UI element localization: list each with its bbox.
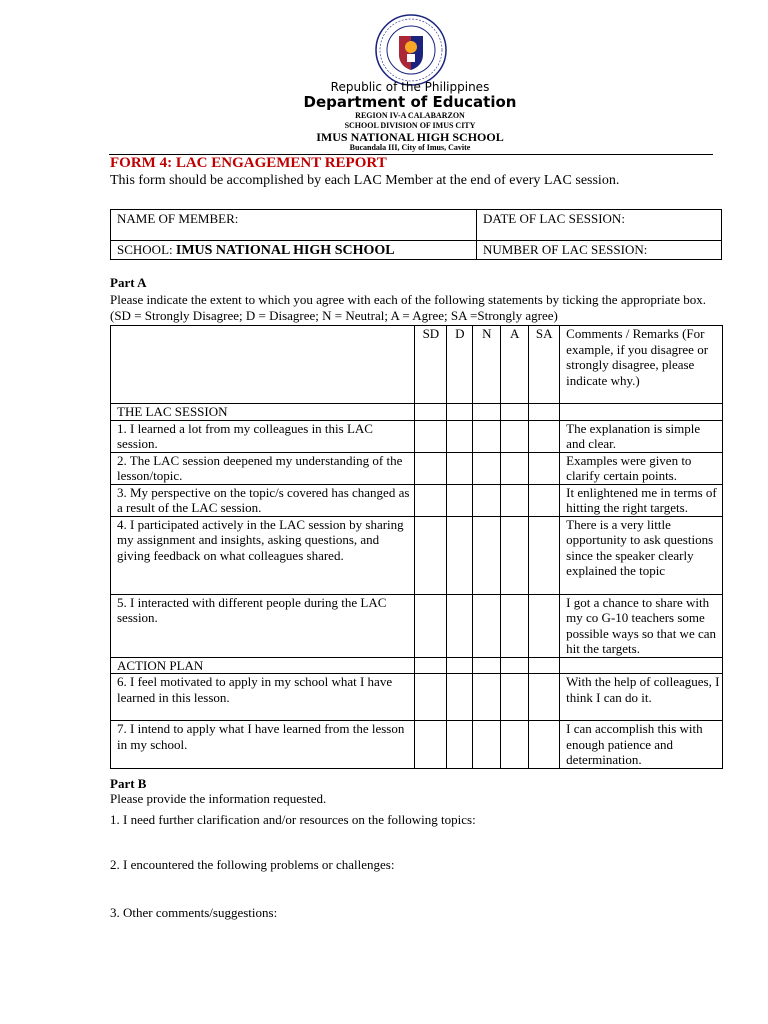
comment-text[interactable]: The explanation is simple and clear. (560, 420, 723, 452)
section-row-lac-session (111, 404, 723, 421)
rating-box-sd[interactable] (415, 452, 447, 484)
comment-text[interactable]: With the help of colleagues, I think I can do it. (560, 674, 723, 721)
question-clarification: 1. I need further clarification and/or resources on the following topics: (110, 812, 476, 827)
name-of-member-field[interactable] (111, 210, 477, 241)
rating-box-sd[interactable] (415, 404, 447, 421)
rating-box-n[interactable] (473, 420, 501, 452)
question-comments: 3. Other comments/suggestions: (110, 905, 278, 920)
rating-box-d[interactable] (447, 674, 473, 721)
rating-box-sd[interactable] (415, 594, 447, 657)
comments-header: Comments / Remarks (For example, if you disagree or strongly disagree, please indicate why.) (560, 326, 723, 404)
rating-box-a[interactable] (501, 594, 529, 657)
part-a-title: Part A (110, 275, 147, 290)
rating-box-n[interactable] (473, 721, 501, 769)
form-intro: This form should be accomplished by each LAC Member at the end of every LAC session. (110, 173, 620, 188)
statement-row (111, 420, 723, 452)
number-of-session-field[interactable] (477, 241, 722, 260)
school-label: SCHOOL: (117, 242, 173, 257)
comment-text[interactable]: There is a very little opportunity to ask questions since the speaker clearly explained the topic (560, 516, 723, 594)
rating-box-d[interactable] (447, 404, 473, 421)
rating-box-a[interactable] (501, 721, 529, 769)
rating-box-d[interactable] (447, 420, 473, 452)
rating-box-a[interactable] (501, 404, 529, 421)
statement-text: 3. My perspective on the topic/s covered has changed as a result of the LAC session. (111, 484, 415, 516)
header-republic: Republic of the Philippines (330, 80, 490, 94)
rating-box-sa[interactable] (529, 594, 560, 657)
rating-box-a[interactable] (501, 484, 529, 516)
rating-box-d[interactable] (447, 516, 473, 594)
comment-text[interactable]: It enlightened me in terms of hitting the right targets. (560, 484, 723, 516)
rating-box-sa[interactable] (529, 657, 560, 674)
header-department: Department of Education (303, 93, 517, 111)
statement-row (111, 516, 723, 594)
column-sd: SD (415, 326, 447, 404)
statement-row (111, 484, 723, 516)
rating-box-a[interactable] (501, 674, 529, 721)
statement-text: 1. I learned a lot from my colleagues in this LAC session. (111, 420, 415, 452)
rating-box-sd[interactable] (415, 484, 447, 516)
rating-box-n[interactable] (473, 516, 501, 594)
rating-box-n[interactable] (473, 594, 501, 657)
rating-box-sa[interactable] (529, 484, 560, 516)
header-division: SCHOOL DIVISION OF IMUS CITY (344, 121, 476, 130)
rating-box-n[interactable] (473, 404, 501, 421)
statement-row (111, 674, 723, 721)
survey-table (110, 325, 723, 769)
number-of-session-label: NUMBER OF LAC SESSION: (483, 242, 648, 257)
rating-box-d[interactable] (447, 721, 473, 769)
rating-box-d[interactable] (447, 452, 473, 484)
part-b-instructions: Please provide the information requested. (110, 791, 327, 806)
statement-row (111, 452, 723, 484)
question-problems: 2. I encountered the following problems or challenges: (110, 857, 395, 872)
rating-box-a[interactable] (501, 452, 529, 484)
rating-box-n[interactable] (473, 452, 501, 484)
rating-box-n[interactable] (473, 657, 501, 674)
rating-box-sd[interactable] (415, 721, 447, 769)
rating-box-sa[interactable] (529, 452, 560, 484)
rating-box-a[interactable] (501, 516, 529, 594)
survey-header-row (111, 326, 723, 404)
date-of-session-label: DATE OF LAC SESSION: (483, 211, 625, 226)
comment-text[interactable]: I can accomplish this with enough patience and determination. (560, 721, 723, 769)
column-n: N (473, 326, 501, 404)
rating-box-d[interactable] (447, 657, 473, 674)
statement-row (111, 594, 723, 657)
rating-box-sa[interactable] (529, 721, 560, 769)
statement-header-cell (111, 326, 415, 404)
comment-cell[interactable] (560, 657, 723, 674)
name-of-member-label: NAME OF MEMBER: (117, 211, 239, 226)
rating-box-sa[interactable] (529, 404, 560, 421)
part-b-title: Part B (110, 776, 147, 791)
statement-row (111, 721, 723, 769)
rating-box-a[interactable] (501, 420, 529, 452)
rating-box-sd[interactable] (415, 516, 447, 594)
rating-box-d[interactable] (447, 484, 473, 516)
statement-text: 6. I feel motivated to apply in my school what I have learned in this lesson. (111, 674, 415, 721)
section-row-action-plan (111, 657, 723, 674)
statement-text: 5. I interacted with different people during the LAC session. (111, 594, 415, 657)
school-field[interactable] (111, 241, 477, 260)
rating-box-n[interactable] (473, 484, 501, 516)
rating-box-sa[interactable] (529, 516, 560, 594)
rating-box-sd[interactable] (415, 657, 447, 674)
header-region: REGION IV-A CALABARZON (355, 111, 465, 120)
column-sa: SA (529, 326, 560, 404)
school-value: IMUS NATIONAL HIGH SCHOOL (175, 243, 395, 258)
statement-text: 7. I intend to apply what I have learned from the lesson in my school. (111, 721, 415, 769)
statement-text: 2. The LAC session deepened my understanding of the lesson/topic. (111, 452, 415, 484)
rating-box-a[interactable] (501, 657, 529, 674)
header-school: IMUS NATIONAL HIGH SCHOOL (316, 130, 504, 144)
statement-text: 4. I participated actively in the LAC session by sharing my assignment and insights, asking questions, and giving feedback on what colleagues shared. (111, 516, 415, 594)
rating-box-d[interactable] (447, 594, 473, 657)
section-label: ACTION PLAN (111, 657, 415, 674)
member-info-table (110, 209, 722, 260)
comment-text[interactable]: Examples were given to clarify certain points. (560, 452, 723, 484)
rating-box-n[interactable] (473, 674, 501, 721)
rating-box-sa[interactable] (529, 420, 560, 452)
rating-box-sd[interactable] (415, 674, 447, 721)
rating-box-sa[interactable] (529, 674, 560, 721)
deped-seal-logo (375, 14, 447, 86)
part-a-instructions: Please indicate the extent to which you agree with each of the following statements by ticking the appropriate box. (SD = Strongly Disagree; D = Disagree; N = Neutral; A = Agree; SA =Strongly agree) (110, 292, 707, 323)
header-address: Bucandala III, City of Imus, Cavite (349, 143, 471, 152)
section-label: THE LAC SESSION (111, 404, 415, 421)
rating-box-sd[interactable] (415, 420, 447, 452)
comment-text[interactable]: I got a chance to share with my co G-10 teachers some possible ways so that we can hit the targets. (560, 594, 723, 657)
column-d: D (447, 326, 473, 404)
comment-cell[interactable] (560, 404, 723, 421)
form-title: FORM 4: LAC ENGAGEMENT REPORT (110, 155, 387, 171)
date-of-session-field[interactable] (477, 210, 722, 241)
column-a: A (501, 326, 529, 404)
